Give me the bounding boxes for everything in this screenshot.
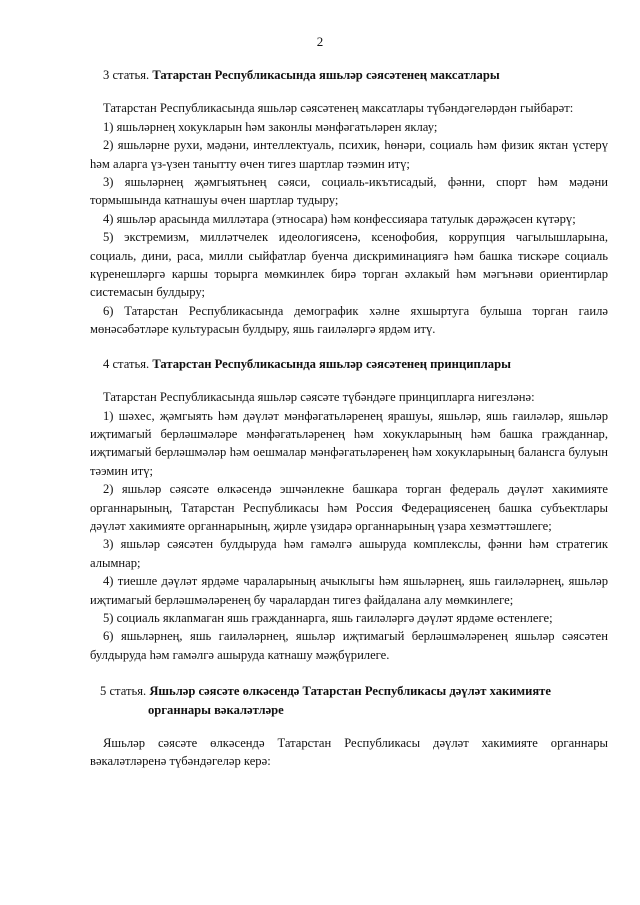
article-4-title: Татарстан Республикасында яшьләр сәясәтенең принциплары [152,356,511,371]
article-4-intro: Татарстан Республикасында яшьләр сәясәте түбәндәге принципларга нигезләнә: [103,390,535,405]
article-3-item-6: 6) Татарстан Республикасында демографик хәлне яхшыртуга булыша торган гаилә мөнәсәбәтләре культурасын булдыру, яшь гаиләләргә ярдәм итү. [90,303,608,337]
article-5-title: Яшьләр сәясәте өлкәсендә Татарстан Республикасы дәүләт хакимияте органнары вәкаләтләре [148,684,551,717]
article-4-item-1: 1) шәхес, җәмгыять һәм дәүләт мәнфәгатьләренең ярашуы, яшьләр, яшь гаиләләр, яшьләр иҗтимагый берләшмәләре мәнфәгатьләренең һәм хокукларының һәм башка гражданнар, иҗтимагый берләшмәләр һәм оешмалар мәнфәгатьләренең һәм хокукларының балансга булуын тәэмин итү; [90,408,608,478]
article-5-heading [90,682,608,719]
article-3-item-5: 5) экстремизм, милләтчелек идеологиясенә, ксенофобия, коррупция чагылышларына, социаль, дини, раса, милли сыйфатлар буенча дискриминациягә һәм башка тискәре социаль күренешләргә каршы торырга мөмкинлек бирә торган әхлакый һәм мәгънәви ориентирлар системасын булдыру; [90,230,608,300]
article-4-prefix: 4 статья. [103,356,150,371]
article-3-heading [90,66,608,84]
article-3-item-4: 4) яшьләр арасында милләтара (этносара) һәм конфессияара татулык дәрәҗәсен күтәрү; [103,211,576,226]
article-3-intro: Татарстан Республикасында яшьләр сәясәтенең максатлары түбәндәгеләрдән гыйбарәт: [103,101,574,116]
article-5-intro: Яшьләр сәясәте өлкәсендә Татарстан Республикасы дәүләт хакимияте органнары вәкаләтләренә түбәндәгеләр керә: [90,736,608,769]
document-body [90,66,608,771]
article-5-prefix: 5 статья. [100,684,147,699]
article-4-item-6: 6) яшьләрнең, яшь гаиләләрнең, яшьләр иҗтимагый берләшмәләренең яшьләр сәясәтен булдыруда һәм гамәлгә ашыруда катнашу мәҗбүрилеге. [90,629,608,662]
article-3-item-3: 3) яшьләрнең җәмгыятьнең сәяси, социаль-икътисадый, фәнни, спорт һәм мәдәни тормышында катнашуы өчен шартлар тудыру; [90,175,608,208]
article-4-item-5: 5) социаль яклanмаган яшь гражданнарга, яшь гаиләләргә дәүләт ярдәме өстенлеге; [103,610,553,625]
article-3-title: Татарстан Республикасында яшьләр сәясәтенең максатлары [152,68,500,82]
article-4-list [90,407,608,665]
article-3-prefix: 3 статья. [103,68,150,82]
article-3-item-1: 1) яшьләрнең хокукларын һәм законлы мәнфәгатьләрен яклау; [103,119,438,134]
article-3-list [90,118,608,339]
article-4-item-2: 2) яшьләр сәясәте өлкәсендә эшчәнлекне башкара торган федераль дәүләт хакимияте органнарының, Татарстан Республикасы һәм Россия Федерациясенең башка субъектлары дәүләт хакимияте органнарының, җирле үзидарә органнарының үзара хезмәттәшлеге; [90,482,608,533]
page-number: 2 [316,34,324,49]
article-4-item-4: 4) тиешле дәүләт ярдәме чараларының ачыклыгы һәм яшьләрнең, яшь гаиләләрнең, яшьләр иҗтимагый берләшмәләренең бу чаралардан тигез файдалана алу мөмкинлеге; [90,574,608,607]
article-4-item-3: 3) яшьләр сәясәтен булдыруда һәм гамәлгә ашыруда комплекслы, фәнни һәм стратегик алымнар; [90,537,608,570]
article-4-heading [90,355,608,373]
article-3-item-2: 2) яшьләрне рухи, мәдәни, интеллектуаль, психик, һөнәри, социаль һәм физик яктан үстерү һәм аларга үз-үзен танытту өчен тигез шартлар тәэмин итү; [90,138,608,171]
